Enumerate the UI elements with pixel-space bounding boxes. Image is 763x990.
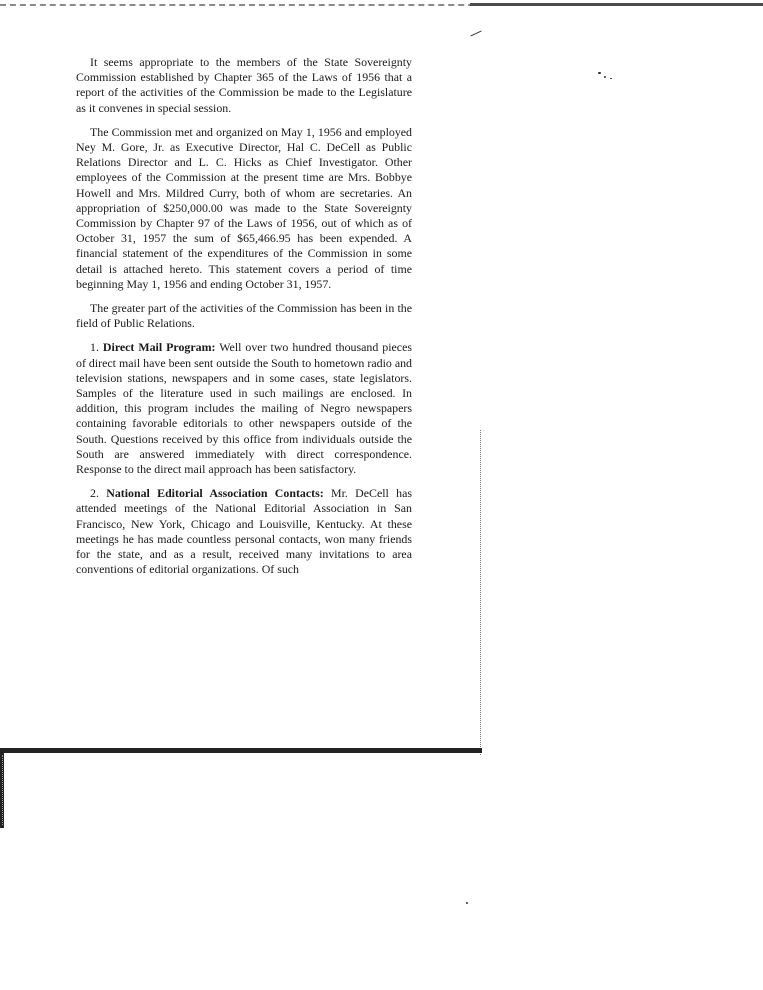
bottom-scan-edge xyxy=(0,748,482,753)
scan-speck xyxy=(598,72,601,74)
top-scan-border-solid xyxy=(470,3,763,6)
paragraph-public-relations: The greater part of the activities of the Commission has been in the field of Public Relations. xyxy=(76,301,412,331)
scan-speck xyxy=(610,78,612,79)
text-column xyxy=(76,55,412,578)
item-number: 2. xyxy=(90,486,99,501)
scan-speck xyxy=(466,902,468,904)
list-item-editorial-contacts xyxy=(76,486,412,577)
item-number: 1. xyxy=(90,340,99,355)
list-item-direct-mail xyxy=(76,340,412,477)
item-heading: Direct Mail Program: xyxy=(102,340,216,355)
paragraph-intro: It seems appropriate to the members of the State Sovereignty Commission established by Chapter 365 of the Laws of 1956 that a report of the activities of the Commission be made to the Legislature as it convenes in special session. xyxy=(76,55,412,115)
page-fold-line xyxy=(480,430,481,755)
item-heading: National Editorial Association Contacts: xyxy=(106,486,324,501)
left-edge-dots xyxy=(2,755,3,825)
item-text: Well over two hundred thousand pieces of direct mail have been sent outside the South to hometown radio and television stations, newspapers and in some cases, state legislators. Samples of the literature used in such mailings are enclosed. In addition, this program includes the mailing of Negro newspapers containing favorable editorials to other newspapers outside of the South. Questions received by this office from individuals outside the South are answered immediately with direct correspondence. Response to the direct mail approach has been satisfactory. xyxy=(76,340,412,477)
scan-speck xyxy=(470,31,481,37)
paragraph-organization: The Commission met and organized on May 1, 1956 and employed Ney M. Gore, Jr. as Executive Director, Hal C. DeCell as Public Relations Director and L. C. Hicks as Chief Investigator. Other employees of the Commission at the present time are Mrs. Bobbye Howell and Mrs. Mildred Curry, both of whom are secretaries. An appropriation of $250,000.00 was made to the State Sovereignty Commission by Chapter 97 of the Laws of 1956, out of which as of October 31, 1957 the sum of $65,466.95 has been expended. A financial statement of the expenditures of the Commission in some detail is attached hereto. This statement covers a period of time beginning May 1, 1956 and ending October 31, 1957. xyxy=(76,124,412,291)
scan-speck xyxy=(604,76,606,78)
item-text: Mr. DeCell has attended meetings of the National Editorial Association in San Francisco, New York, Chicago and Louisville, Kentucky. At these meetings he has made countless personal contacts, won many friends for the state, and as a result, received many invitations to area conventions of editorial organizations. Of such xyxy=(76,486,412,577)
